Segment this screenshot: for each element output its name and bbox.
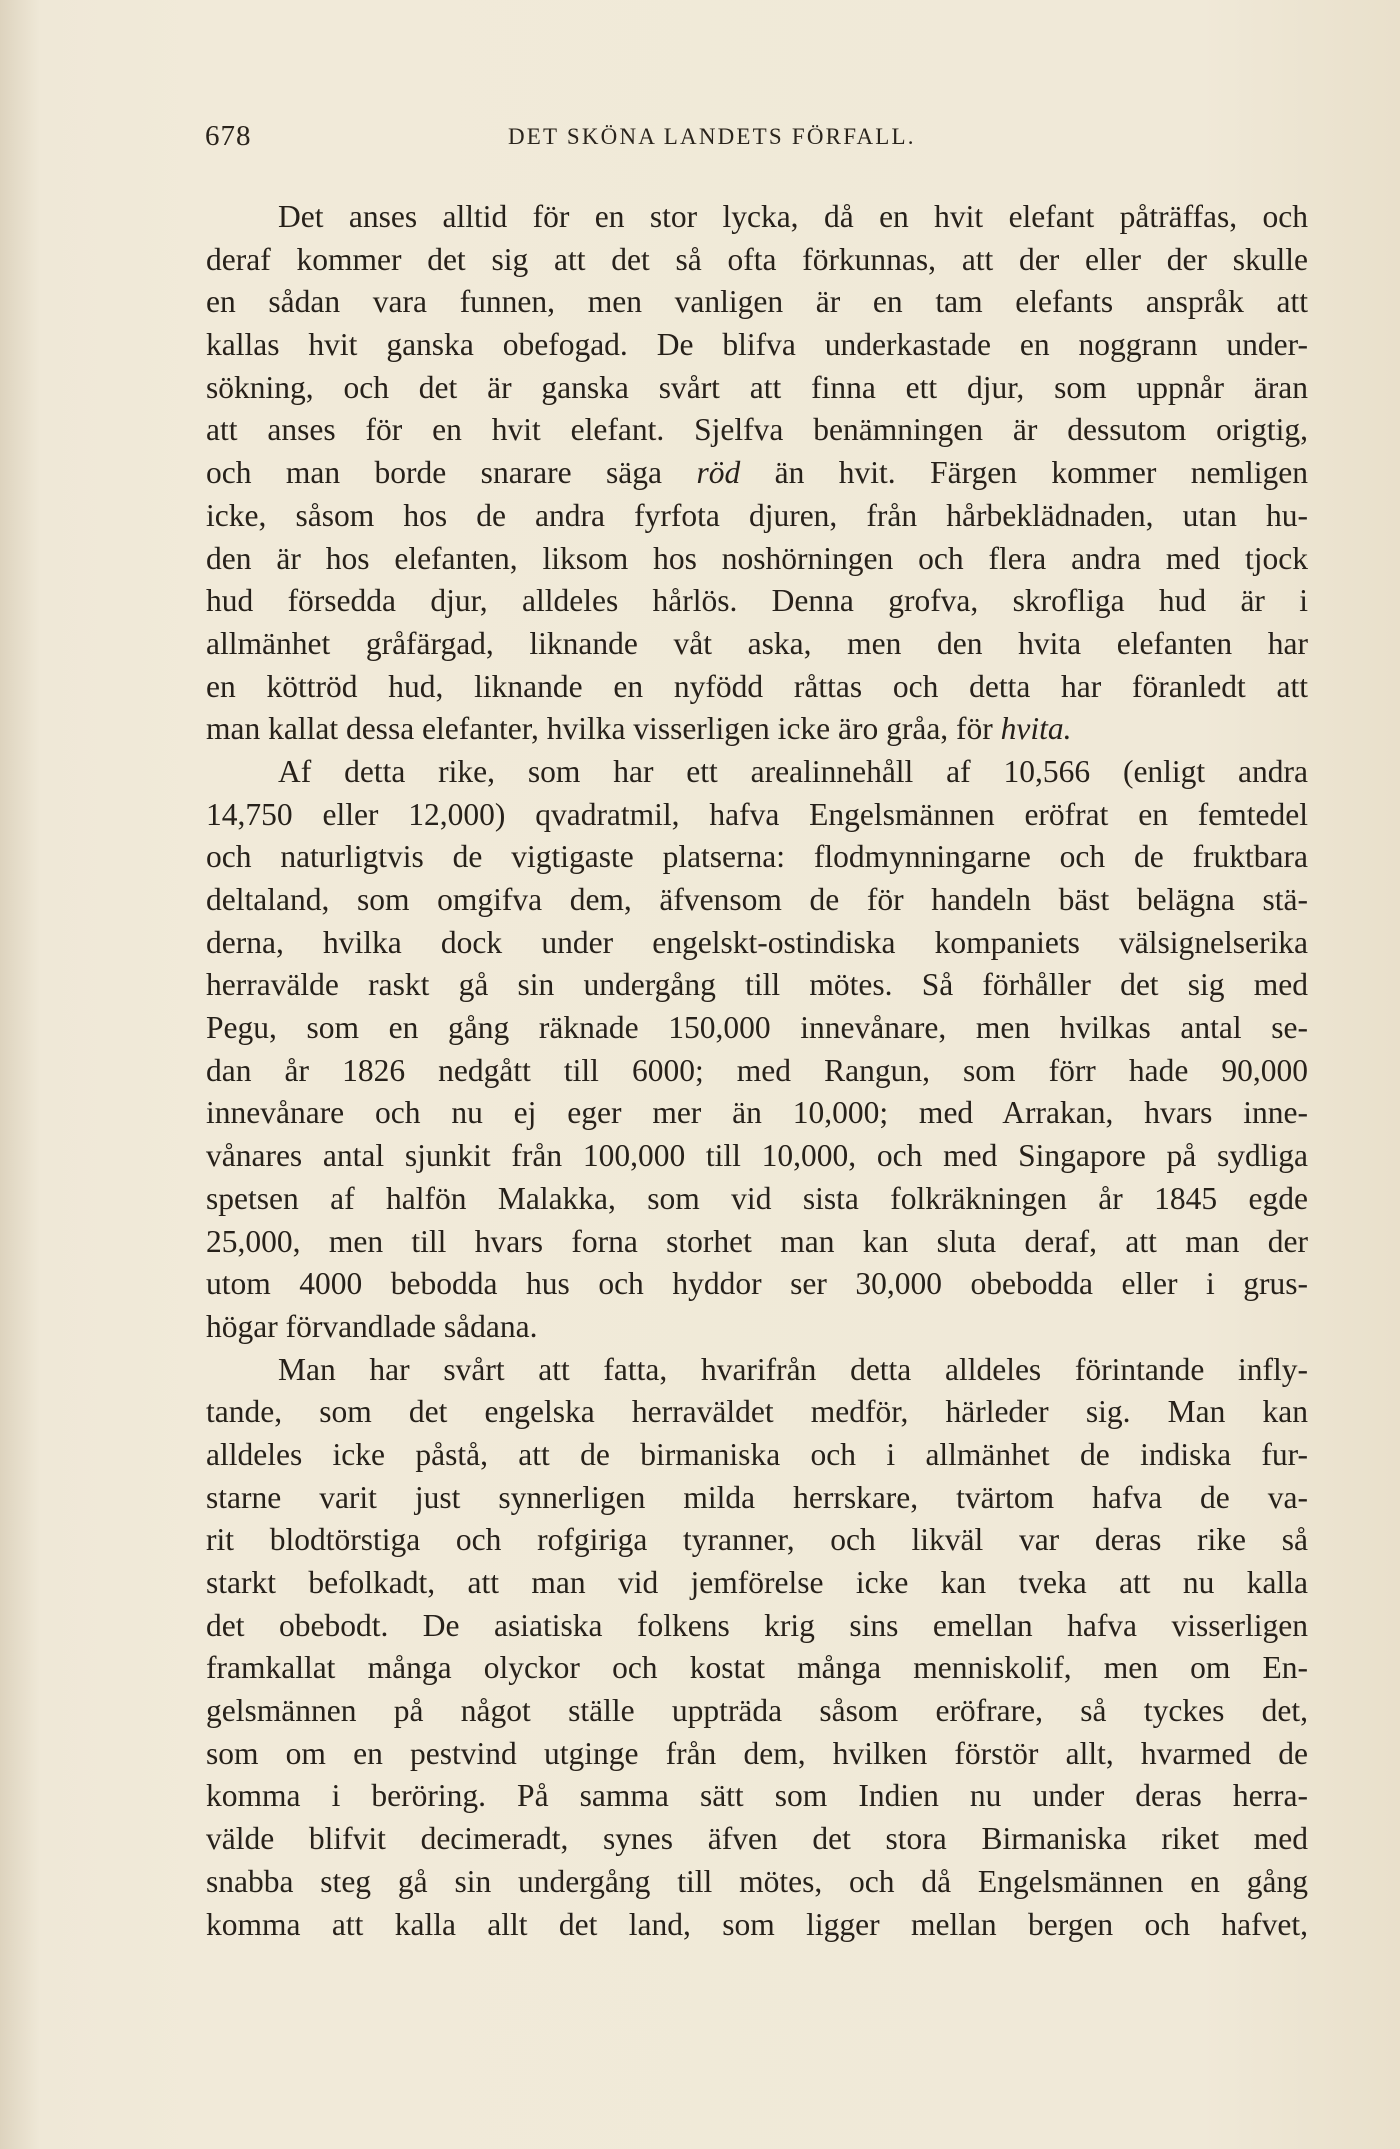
text-line: sökning, och det är ganska svårt att finna ett djur, som uppnår äran: [206, 369, 1308, 405]
text-line: alldeles icke påstå, att de birmaniska och i allmänhet de indiska fur-: [206, 1436, 1308, 1472]
text-line: gelsmännen på något ställe uppträda såsom eröfrare, så tyckes det,: [206, 1693, 1308, 1729]
text-line: Det anses alltid för en stor lycka, då en hvit elefant påträffas, och: [278, 199, 1308, 234]
text-line: kallas hvit ganska obefogad. De blifva underkastade en noggrann under-: [206, 327, 1308, 363]
text-line: komma att kalla allt det land, som ligger mellan bergen och hafvet,: [206, 1906, 1308, 1942]
text-segment: man kallat dessa elefanter, hvilka visserligen icke äro gråa, för: [206, 711, 993, 747]
text-line: rit blodtörstiga och rofgiriga tyranner, och likväl var deras rike så: [206, 1522, 1308, 1558]
body-text: [206, 196, 1308, 1946]
text-line: Af detta rike, som har ett arealinnehåll af 10,566 (enligt andra: [278, 753, 1308, 789]
text-line: derna, hvilka dock under engelskt-ostindiska kompaniets välsignelserika: [206, 924, 1308, 960]
italic-word: röd: [696, 455, 741, 491]
text-line: starkt befolkadt, att man vid jemförelse icke kan tveka att nu kalla: [206, 1565, 1308, 1600]
text-line: tande, som det engelska herraväldet medför, härleder sig. Man kan: [206, 1394, 1308, 1430]
page-number: 678: [205, 120, 252, 152]
text-line: utom 4000 bebodda hus och hyddor ser 30,000 obebodda eller i grus-: [206, 1266, 1308, 1302]
text-line: starne varit just synnerligen milda herrskare, tvärtom hafva de va-: [206, 1479, 1308, 1515]
text-line: det obebodt. De asiatiska folkens krig sins emellan hafva visserligen: [206, 1607, 1308, 1643]
text-line: deraf kommer det sig att det så ofta förkunnas, att der eller der skulle: [206, 241, 1308, 277]
text-line: välde blifvit decimeradt, synes äfven det stora Birmaniska riket med: [206, 1821, 1308, 1857]
running-title: DET SKÖNA LANDETS FÖRFALL.: [508, 124, 916, 149]
text-line: herravälde raskt gå sin undergång till mötes. Så förhåller det sig med: [206, 967, 1308, 1003]
text-line: som om en pestvind utginge från dem, hvilken förstör allt, hvarmed de: [206, 1735, 1308, 1771]
text-line: och naturligtvis de vigtigaste platserna: flodmynningarne och de fruktbara: [206, 839, 1308, 875]
text-segment: och man borde snarare säga: [206, 455, 663, 491]
text-line: icke, såsom hos de andra fyrfota djuren, från hårbeklädnaden, utan hu-: [206, 497, 1308, 533]
text-segment: än hvit. Färgen kommer nemligen: [774, 455, 1308, 491]
text-line: Pegu, som en gång räknade 150,000 innevånare, men hvilkas antal se-: [206, 1010, 1308, 1046]
text-line: [206, 452, 1308, 495]
text-line: vånares antal sjunkit från 100,000 till 10,000, och med Singapore på sydliga: [206, 1138, 1308, 1174]
text-line: deltaland, som omgifva dem, äfvensom de för handeln bäst belägna stä-: [206, 882, 1308, 917]
text-line: Man har svårt att fatta, hvarifrån detta alldeles förintande infly-: [278, 1351, 1308, 1387]
text-line: allmänhet gråfärgad, liknande våt aska, men den hvita elefanten har: [206, 625, 1308, 661]
text-line: 14,750 eller 12,000) qvadratmil, hafva Engelsmännen eröfrat en femtedel: [206, 796, 1308, 832]
text-line: den är hos elefanten, liksom hos noshörningen och flera andra med tjock: [206, 540, 1308, 576]
text-line: en köttröd hud, liknande en nyfödd råttas och detta har föranledt att: [206, 668, 1308, 704]
page-header: [205, 120, 1315, 164]
text-line: en sådan vara funnen, men vanligen är en tam elefants anspråk att: [206, 284, 1308, 320]
text-line: dan år 1826 nedgått till 6000; med Rangun, som förr hade 90,000: [206, 1052, 1308, 1088]
text-line: innevånare och nu ej eger mer än 10,000; med Arrakan, hvars inne-: [206, 1095, 1308, 1131]
text-line: [206, 708, 1308, 751]
text-line: komma i beröring. På samma sätt som Indien nu under deras herra-: [206, 1778, 1308, 1814]
text-line: högar förvandlade sådana.: [206, 1308, 538, 1344]
italic-word: hvita.: [1000, 711, 1072, 747]
text-line: 25,000, men till hvars forna storhet man kan sluta deraf, att man der: [206, 1223, 1308, 1259]
text-line: framkallat många olyckor och kostat många menniskolif, men om En-: [206, 1650, 1308, 1686]
text-line: snabba steg gå sin undergång till mötes, och då Engelsmännen en gång: [206, 1863, 1308, 1899]
text-line: spetsen af halfön Malakka, som vid sista folkräkningen år 1845 egde: [206, 1180, 1308, 1216]
text-line: hud försedda djur, alldeles hårlös. Denna grofva, skrofliga hud är i: [206, 583, 1308, 619]
text-line: att anses för en hvit elefant. Sjelfva benämningen är dessutom origtig,: [206, 412, 1308, 448]
